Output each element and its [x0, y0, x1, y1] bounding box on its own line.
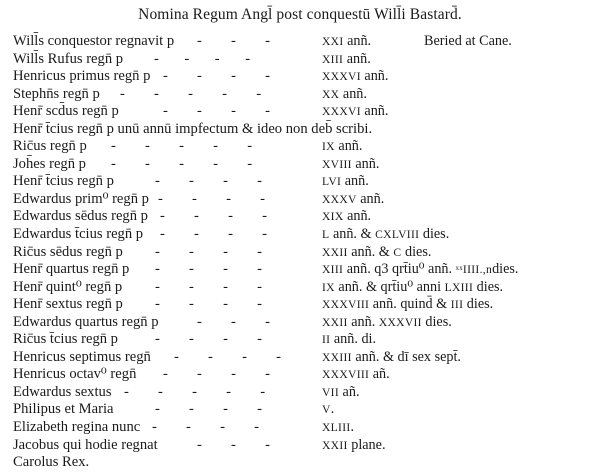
table-row — [0, 244, 600, 262]
reign-length-value — [322, 226, 449, 244]
reign-entry-name: Stephn̄s regn̄ p — [13, 85, 100, 102]
reign-length-text: . — [330, 401, 335, 418]
roman-numeral-secondary: C — [393, 245, 402, 259]
reign-note: Beried at Cane. — [424, 33, 512, 49]
reign-entry-name: Will̄s Rufus regn̄ p — [13, 50, 124, 67]
roman-numeral-secondary: LXIII — [444, 280, 474, 294]
reign-length-text: anñ. & dī sex sept̄. — [351, 348, 461, 365]
reign-length-text: anñ. & qrt̄iu⁰ anni — [334, 278, 445, 295]
roman-numeral: XLIII — [322, 421, 351, 435]
reign-entry-name: Ric̄us t̄cius regn̄ p — [13, 331, 118, 348]
reign-length-text: anñ. & — [347, 243, 394, 260]
reign-entry-name: Henricus octav⁰ regn̄ — [13, 366, 137, 383]
reign-entry-name: Henr̄ sextus regn̄ p — [13, 296, 123, 313]
reign-entry-name: Henr̄ t̄cius regn̄ p — [13, 173, 114, 190]
table-row — [0, 314, 600, 332]
reign-length-text: añ. — [339, 383, 360, 400]
roman-numeral: IX — [322, 280, 335, 294]
table-row — [0, 156, 600, 174]
reign-entry-name: Henricus primus regn̄ p — [13, 68, 151, 85]
table-row — [0, 419, 600, 437]
reign-length-text-secondary: dies. — [492, 261, 519, 278]
roman-numeral: XXXVI — [322, 105, 361, 119]
leader-dashes: - - - — [197, 436, 270, 453]
leader-dashes: - - - - — [155, 173, 263, 190]
reign-length-text: anñ. — [351, 155, 380, 172]
reign-length-value — [322, 138, 362, 156]
roman-numeral: V — [322, 403, 331, 417]
reign-length-text: añ. — [369, 366, 390, 383]
table-row — [0, 279, 600, 297]
leader-dashes: - - - - — [174, 348, 282, 365]
reign-entry-name: Henricus septimus regn̄ — [13, 348, 151, 365]
reign-length-text: anñ. — [360, 68, 389, 85]
reign-length-text: anñ. q3 qrt̄iu⁰ anñ. — [343, 261, 456, 278]
leader-dashes: - - - - — [155, 243, 263, 260]
reign-entry-name: Philipus et Maria — [13, 401, 114, 418]
leader-dashes: - - - - — [155, 278, 263, 295]
reign-entry-name: Henr̄ scd̄us regn̄ p — [13, 103, 119, 120]
page-title: Nomina Regum Angl̄ post conquestū Will̄i Bastard̄. — [138, 6, 462, 23]
reign-length-value — [322, 401, 334, 419]
roman-numeral: II — [322, 333, 331, 347]
reign-entry-name: Carolus Rex. — [13, 454, 90, 471]
roman-numeral: L — [322, 228, 330, 242]
reign-length-text-secondary: dies. — [463, 296, 494, 313]
table-row — [0, 33, 600, 51]
table-row — [0, 401, 600, 419]
roman-numeral: XXXV — [322, 192, 357, 206]
roman-numeral-secondary: III — [450, 298, 464, 312]
leader-dashes: - - - - — [155, 401, 263, 418]
roman-numeral-secondary: XXXVII — [378, 315, 422, 329]
leader-dashes: - - - - — [163, 68, 271, 85]
reign-length-value — [322, 314, 452, 332]
reign-entry-name: Jacobus qui hodie regnat — [13, 436, 158, 453]
leader-dashes: - - - - — [155, 261, 263, 278]
reign-length-value — [322, 419, 354, 437]
reign-length-text-secondary: dies. — [421, 313, 452, 330]
reign-entry-name: Henr̄ t̄cius regn̄ p unū annū impfectum & ideo non deb̄ scribi. — [13, 120, 373, 137]
reign-length-value — [322, 261, 518, 279]
leader-dashes: - - - - — [163, 366, 271, 383]
roman-numeral: XXIII — [322, 350, 352, 364]
reign-length-text-secondary: dies. — [419, 226, 450, 243]
table-row — [0, 331, 600, 349]
leader-dashes: - - - - — [160, 226, 268, 243]
reign-length-value — [322, 244, 431, 262]
reign-length-value — [322, 279, 503, 297]
reign-entry-name: Edwardus prim⁰ regn̄ p — [13, 190, 149, 207]
roman-numeral-secondary: CXLVIII — [375, 228, 420, 242]
reign-length-text: anñ. — [360, 103, 389, 120]
leader-dashes: - - - - — [154, 50, 251, 67]
reign-length-value — [322, 33, 371, 51]
table-row — [0, 68, 600, 86]
reign-entry-name: Edwardus t̄cius regn̄ p — [13, 226, 144, 243]
roman-numeral: XXXVI — [322, 70, 361, 84]
reign-length-text: anñ. — [347, 313, 379, 330]
table-row — [0, 51, 600, 69]
leader-dashes: - - - - - — [111, 155, 253, 172]
table-row — [0, 454, 600, 472]
leader-dashes: - - - - — [155, 331, 263, 348]
table-row — [0, 261, 600, 279]
reign-entry-name: Elizabeth regina nunc — [13, 419, 141, 436]
reign-length-text: anñ. di. — [330, 331, 377, 348]
reign-length-value — [322, 437, 386, 455]
table-row — [0, 366, 600, 384]
reign-entry-name: Ric̄us regn̄ p — [13, 138, 87, 155]
table-row — [0, 226, 600, 244]
reign-length-value — [322, 86, 367, 104]
reign-entry-name: Edwardus sēdus regn̄ p — [13, 208, 148, 225]
reign-length-value — [322, 156, 379, 174]
reign-length-value — [322, 349, 461, 367]
reign-length-text: anñ. — [343, 33, 372, 49]
reign-entry-name: Henr̄ quartus regn̄ p — [13, 261, 130, 278]
roman-numeral: XXXVIII — [322, 368, 370, 382]
reign-length-text-secondary: dies. — [473, 278, 504, 295]
reign-entry-name: Edwardus sextus — [13, 383, 112, 400]
table-row — [0, 384, 600, 402]
table-row — [0, 191, 600, 209]
reign-length-text: anñ. & — [329, 226, 376, 243]
roman-numeral: XIII — [322, 52, 344, 66]
reign-length-value — [322, 296, 493, 314]
leader-dashes: - - - - - — [120, 85, 262, 102]
leader-dashes: - - - - - — [111, 138, 253, 155]
table-row — [0, 138, 600, 156]
table-row — [0, 208, 600, 226]
leader-dashes: - - - — [197, 313, 270, 330]
reign-entry-name: Will̄s conquestor regnavit p — [13, 33, 175, 49]
table-row — [0, 296, 600, 314]
reign-length-text: anñ. — [334, 138, 363, 155]
roman-numeral-secondary: ˣˣIIII.,n — [455, 263, 493, 277]
table-row — [0, 173, 600, 191]
reign-length-text: anñ. — [339, 85, 367, 102]
reign-length-value — [322, 173, 369, 191]
roman-numeral: XIII — [322, 263, 344, 277]
reign-length-text: plane. — [347, 436, 386, 453]
reign-length-value — [322, 331, 376, 349]
roman-numeral: XXII — [322, 245, 348, 259]
reign-length-text: anñ. quind̄ & — [369, 296, 451, 313]
roman-numeral: IX — [322, 140, 335, 154]
reign-entry-name: Joh̄es regn̄ p — [13, 155, 86, 172]
leader-dashes: - - - - — [160, 208, 268, 225]
reign-length-value — [322, 366, 390, 384]
reign-length-value — [322, 208, 371, 226]
roman-numeral: XXII — [322, 315, 348, 329]
table-row — [0, 103, 600, 121]
roman-numeral: LVI — [322, 175, 342, 189]
roman-numeral: XVIII — [322, 157, 352, 171]
reign-length-text: anñ. — [341, 173, 369, 190]
leader-dashes: - - - — [197, 33, 270, 49]
reign-entry-name: Ric̄us sēdus regn̄ p — [13, 243, 123, 260]
leader-dashes: - - - - — [158, 190, 266, 207]
reign-length-value — [322, 68, 388, 86]
roman-numeral: XX — [322, 87, 340, 101]
table-row — [0, 86, 600, 104]
leader-dashes: - - - - - — [124, 383, 266, 400]
table-row — [0, 349, 600, 367]
reign-length-text-secondary: dies. — [401, 243, 432, 260]
reign-length-text: anñ. — [343, 50, 371, 67]
reign-length-value — [322, 51, 371, 69]
table-row — [0, 437, 600, 455]
leader-dashes: - - - - — [152, 419, 260, 436]
roman-numeral: XXI — [322, 35, 344, 48]
reign-length-value — [322, 191, 384, 209]
roman-numeral: XXXVIII — [322, 298, 370, 312]
leader-dashes: - - - - — [155, 296, 263, 313]
reign-entry-name: Edwardus quartus regn̄ p — [13, 313, 159, 330]
reign-entry-name: Henr̄ quint⁰ regn̄ p — [13, 278, 123, 295]
king-list-table — [0, 33, 600, 472]
reign-length-text: anñ. — [343, 208, 372, 225]
reign-length-text: . — [350, 419, 355, 436]
table-row — [0, 121, 600, 139]
roman-numeral: XIX — [322, 210, 344, 224]
leader-dashes: - - - - — [163, 103, 271, 120]
reign-length-value — [322, 103, 388, 121]
roman-numeral: VII — [322, 385, 339, 399]
roman-numeral: XXII — [322, 438, 348, 452]
reign-length-value — [322, 384, 360, 402]
reign-length-text: anñ. — [356, 190, 385, 207]
